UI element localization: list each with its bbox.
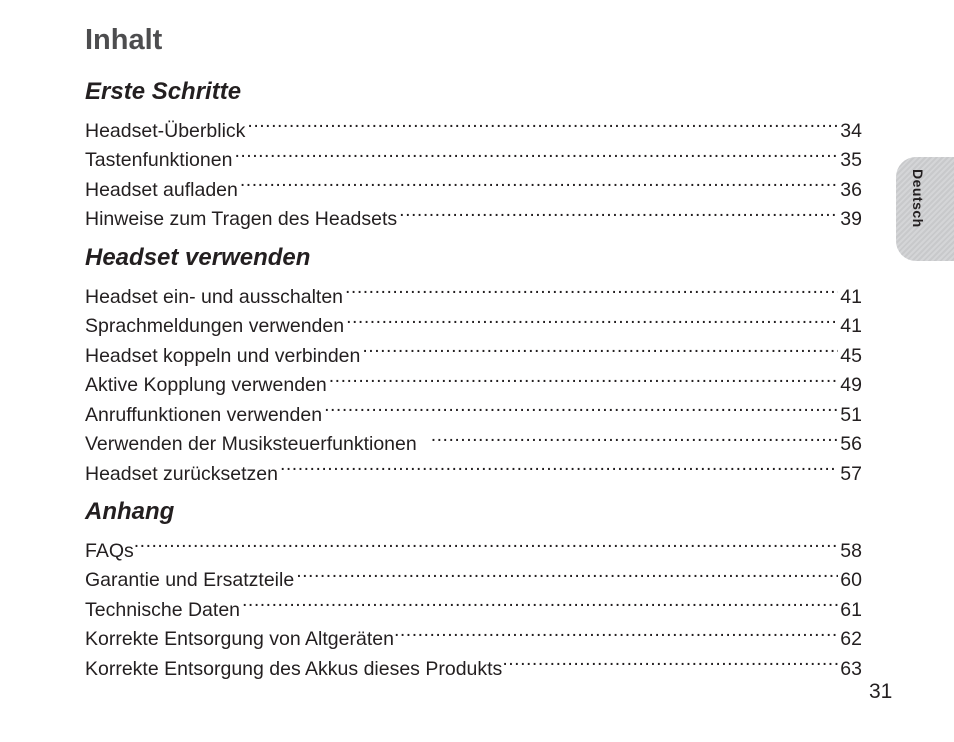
toc-entry[interactable] [85,527,862,562]
toc-entry[interactable] [85,273,862,308]
toc-entry-page: 45 [840,344,862,367]
section-heading: Anhang [85,498,175,525]
toc-leader-dots [247,107,838,137]
toc-entry-page: 60 [840,569,862,591]
page-title: Inhalt [85,24,163,56]
toc-entry-label: FAQs [85,539,134,562]
toc-entry-label: Headset zurücksetzen [85,462,278,485]
toc-entry-page: 51 [840,403,862,426]
toc-entry-label: Anruffunktionen verwenden [85,403,323,426]
toc-leader-dots [234,137,838,167]
language-tab [896,157,954,261]
toc-entry-page: 63 [840,657,862,680]
toc-entry-label: Korrekte Entsorgung von Altgeräten [85,628,394,650]
section-heading: Erste Schritte [85,78,242,105]
toc-entry-label: Tastenfunktionen [85,149,233,171]
toc-entry-label: Headset-Überblick [85,119,246,142]
toc-entry-page: 39 [840,208,862,230]
toc-leader-dots [399,196,838,226]
section-heading: Headset verwenden [85,244,311,271]
toc-entry-page: 34 [840,119,862,142]
toc-entry-label: Headset koppeln und verbinden [85,344,361,367]
toc-entry-label: Korrekte Entsorgung des Akkus dieses Produkts [85,657,503,680]
toc-leader-dots [296,557,838,587]
toc-leader-dots [362,332,838,362]
toc-entry-label: Aktive Kopplung verwenden [85,374,327,396]
toc-section-erste-schritte [85,77,862,230]
toc-leader-dots [240,166,838,196]
toc-entry-page: 41 [840,315,862,337]
toc-leader-dots [431,421,839,451]
toc-entry-label: Verwenden der Musiksteuerfunktionen [85,433,417,455]
toc-entry-label: Technische Daten [85,598,241,621]
toc-leader-dots [242,586,838,616]
toc-entry-label: Sprachmeldungen verwenden [85,315,345,337]
toc-entry-page: 35 [840,149,862,171]
toc-entry-page: 49 [840,374,862,396]
toc-entry-page: 62 [840,628,862,650]
toc-entry-page: 58 [840,539,862,562]
toc-leader-dots [324,391,838,421]
toc-entry-page: 41 [840,285,862,308]
language-tab-label: Deutsch [910,169,926,228]
toc-entry-label: Garantie und Ersatzteile [85,569,295,591]
toc-entry[interactable] [85,557,862,591]
toc-entry-label: Hinweise zum Tragen des Headsets [85,208,398,230]
toc-section-headset-verwenden [85,243,862,485]
toc-entry-page: 36 [840,178,862,201]
toc-leader-dots [346,303,838,333]
toc-leader-dots [329,362,839,392]
toc-entry[interactable] [85,107,862,142]
toc-leader-dots [134,527,839,557]
toc-leader-dots [502,645,838,675]
toc-section-anhang [85,497,862,680]
toc-entry-page: 61 [840,598,862,621]
toc-leader-dots [345,273,838,303]
toc-entry-label: Headset ein- und ausschalten [85,285,344,308]
toc-entry-page: 57 [840,462,862,485]
toc-leader-dots [280,450,838,480]
toc-entry-label: Headset aufladen [85,178,238,201]
toc-entry-page: 56 [840,433,862,455]
page-number: 31 [869,680,893,703]
toc-leader-dots [394,616,838,646]
